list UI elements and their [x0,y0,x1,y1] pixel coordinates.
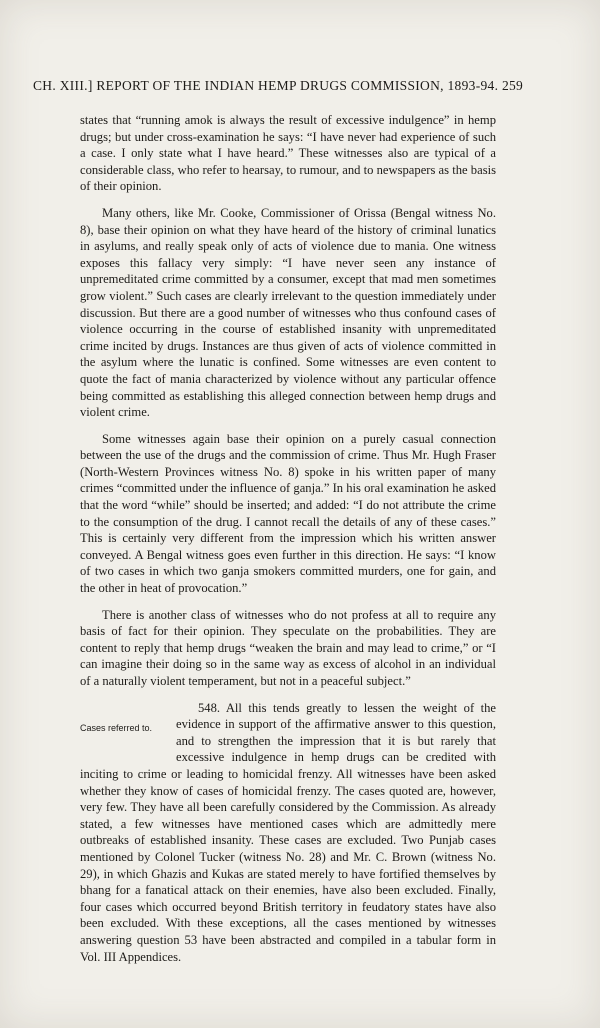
running-header [33,78,524,94]
paragraph-continued: states that “running amok is always the result of excessive indulgence” in hemp drugs; but under cross-examination he says: “I have never had experience of such a case. I only state what I have heard.” These witnesses also are typical of a considerable class, who refer to hearsay, to rumour, and to newspapers as the basis of their opinion. [80,113,496,194]
paragraph: There is another class of witnesses who do not profess at all to require any basis of fact for their opinion. They speculate on the probabilities. They are content to reply that hemp drugs “weaken the brain and may lead to crime,” or “I can imagine their doing so in the same way as excess of alcohol in an individual of a naturally violent temperament, but not in a peaceful subject.” [80,607,496,688]
paragraph-number: 548. [198,700,226,715]
paragraph-548 [80,700,496,966]
paragraph: Some witnesses again base their opinion on a purely casual connection between the use of the drugs and the commission of crime. Thus Mr. Hugh Fraser (North-Western Provinces witness No. 8) spoke in his written paper of many crimes “committed under the influence of ganja.” In his oral examination he asked that the word “while” should be inserted; and added: “I do not attribute the crime to the consumption of the drug. I cannot recall the details of any of these cases.” This is certainly very different from the impression which his written answer conveyed. A Bengal witness goes even further in this direction. He says: “I know of two cases in which two ganja smokers committed murders, one for gain, and the other in heat of provocation.” [80,431,496,596]
page-number: 259 [501,78,524,93]
side-note: Cases referred to. [80,722,153,733]
report-title: REPORT OF THE INDIAN HEMP DRUGS COMMISSION, 1893-94. [96,78,499,93]
paragraph-548-text: All this tends greatly to lessen the weight of the evidence in support of the affirmative answer to this question, and to strengthen the impression that it is but rarely that excessive indulgence in hemp drugs can be credited with inciting to crime or leading to homicidal frenzy. All witnesses have been asked whether they know of cases of homicidal frenzy. The cases quoted are, however, very few. They have all been carefully considered by the Commission. As already stated, a few witnesses have mentioned cases which are admittedly mere outbreaks of established insanity. These cases are excluded. Two Punjab cases mentioned by Colonel Tucker (witness No. 28) and Mr. C. Brown (witness No. 29), in which Ghazis and Kukas are stated merely to have fortified themselves by bhang for a fanatical attack on their enemies, have also been excluded. Finally, four cases which occurred beyond British territory in feudatory states have also been excluded. With these exceptions, all the cases mentioned by witnesses answering question 53 have been abstracted and compiled in a tabular form in Vol. III Appendices. [80,700,496,964]
chapter-label: CH. XIII.] [33,78,93,93]
body-text [80,112,496,965]
paragraph: Many others, like Mr. Cooke, Commissioner of Orissa (Bengal witness No. 8), base their opinion on what they have heard of the history of criminal lunatics in asylums, and really speak only of acts of violence due to mania. One witness exposes this fallacy very simply: “I have never seen any instance of unpremeditated crime committed by a consumer, except that mad men sometimes grow violent.” Such cases are clearly irrelevant to the question immediately under discussion. But there are a good number of witnesses who thus confound cases of violence occurring in the course of established insanity with unpremeditated crime incited by drugs. Instances are thus given of acts of violence committed in the asylum where the lunatic is confined. Some witnesses are even content to quote the fact of mania characterized by violence without any particular offence being committed as establishing this alleged connection between hemp drugs and violent crime. [80,205,496,420]
